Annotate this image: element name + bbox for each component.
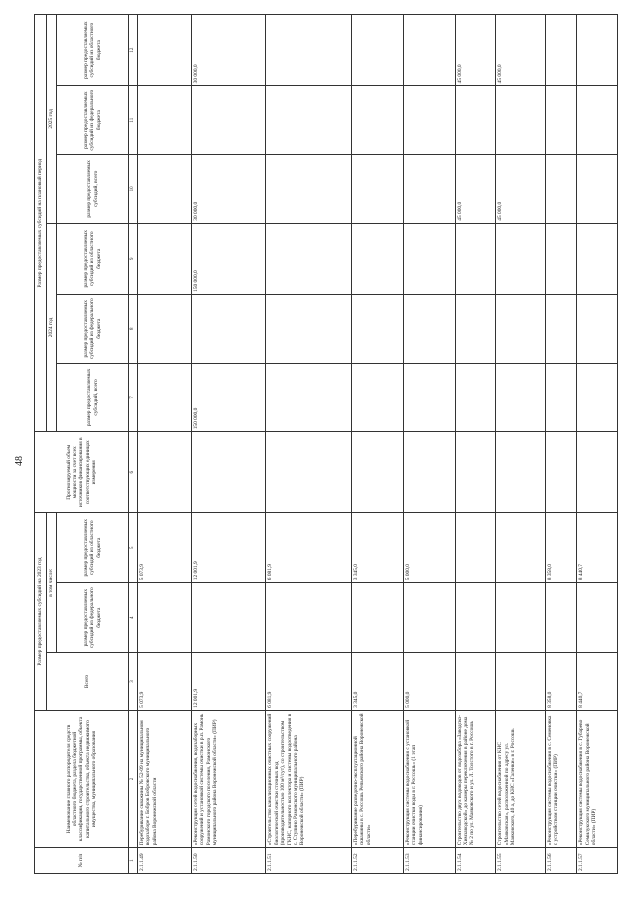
row-value-col12 [403,15,455,86]
row-value-col3: 5 073,9 [138,653,192,711]
row-value-col5: 8 358,0 [545,513,577,583]
row-value-col6 [496,432,546,513]
row-value-col12 [577,15,618,86]
colnum-5: 5 [129,513,138,583]
row-value-col11 [138,86,192,155]
row-name: «Реконструкция системы водоснабжения в с. Семеновка с устройством станции очистки» (ПИР) [545,710,577,847]
header-name: Наименование главного распорядителя средств областного бюджета, раздела бюджетной классификации, государственной программы, объекта капитального строительства, объекта недвижимого имущества, муниципального образования [35,710,129,847]
row-value-col6 [455,432,496,513]
row-value-col8 [192,294,266,363]
row-value-col11 [192,86,266,155]
colnum-4: 4 [129,583,138,653]
header-c12: размер предоставляемых субсидий из областного бюджета [57,15,129,86]
row-value-col6 [352,432,404,513]
row-value-col11 [266,86,352,155]
row-value-col5: 6 081,9 [266,513,352,583]
row-value-col3: 6 081,9 [266,653,352,711]
colnum-1: 1 [129,848,138,874]
row-value-col12: 45 000,0 [455,15,496,86]
row-value-col7 [352,363,404,432]
row-name: «Перебуривание разведочно-эксплуатационной скважины в с. Россошь Репьевского района Воронежской области» [352,710,404,847]
row-value-col7 [403,363,455,432]
row-value-col4 [266,583,352,653]
colnum-6: 6 [129,432,138,513]
header-including: в том числе: [47,513,57,653]
row-value-col4 [545,583,577,653]
row-value-col3: 3 345,0 [352,653,404,711]
row-value-col7 [545,363,577,432]
row-value-col10: 30 000,0 [192,155,266,224]
row-value-col10: 45 000,0 [496,155,546,224]
row-value-col10 [138,155,192,224]
row-number: 2.1.1.51 [266,848,352,874]
row-number: 2.1.1.49 [138,848,192,874]
colnum-10: 10 [129,155,138,224]
row-value-col6 [403,432,455,513]
row-value-col6 [192,432,266,513]
row-value-col9 [352,223,404,294]
header-year-2024: 2024 год [47,223,57,432]
row-value-col8 [545,294,577,363]
header-c9: размер предоставляемых субсидий из областного бюджета [57,223,129,294]
colnum-12: 12 [129,15,138,86]
row-value-col12: 45 000,0 [496,15,546,86]
row-value-col3 [455,653,496,711]
row-value-col7 [496,363,546,432]
header-planned: Прогнозируемый объем мощности за счет всех источников финансирования в соответствующих единицах измерения [35,432,129,513]
row-value-col9 [266,223,352,294]
row-value-col4 [455,583,496,653]
row-value-col9 [455,223,496,294]
table-row [403,15,455,874]
table-row [138,15,192,874]
row-value-col3: 5 000,0 [403,653,455,711]
header-group-period: Размер предоставляемых субсидий на плановый период [35,15,47,432]
row-value-col12 [138,15,192,86]
row-value-col9: 150 000,0 [192,223,266,294]
row-value-col3: 8 358,0 [545,653,577,711]
header-num: № п/п [35,848,129,874]
row-value-col10 [545,155,577,224]
row-number: 2.1.1.55 [496,848,546,874]
row-value-col11 [577,86,618,155]
colnum-9: 9 [129,223,138,294]
row-value-col5: 12 001,9 [192,513,266,583]
row-value-col10: 45 000,0 [455,155,496,224]
colnum-8: 8 [129,294,138,363]
row-value-col6 [266,432,352,513]
row-value-col6 [138,432,192,513]
header-total: Всего [47,653,129,711]
row-value-col12: 30 000,0 [192,15,266,86]
row-value-col10 [266,155,352,224]
row-name: Строительство сетей водоснабжения от КНС «Маяковская», расположенной по адресу ул. Маяковского, 40 а, до КНС «Галенки» в г. Россошь [496,710,546,847]
row-name: «Реконструкция сетей водоснабжения, водозаборных сооружений и установкой системы очистки в р.п. Рамонь Рамонского городского поселения, Рамонского муниципального района Воронежской области» (ПИР) [192,710,266,847]
row-value-col11 [496,86,546,155]
row-number: 2.1.1.54 [455,848,496,874]
subsidies-table [34,14,618,874]
row-value-col3: 12 001,9 [192,653,266,711]
row-number: 2.1.1.57 [577,848,618,874]
header-c11: размер предоставляемых субсидий из федерального бюджета [57,86,129,155]
header-year-2025: 2025 год [47,15,57,224]
row-value-col9 [545,223,577,294]
row-value-col9 [577,223,618,294]
header-c10: размер предоставляемых субсидий, всего [57,155,129,224]
row-value-col5 [496,513,546,583]
row-value-col8 [266,294,352,363]
row-value-col4 [192,583,266,653]
colnum-3: 3 [129,653,138,711]
row-value-col11 [352,86,404,155]
row-value-col8 [455,294,496,363]
row-number: 2.1.1.56 [545,848,577,874]
colnum-2: 2 [129,710,138,847]
row-value-col12 [352,15,404,86]
row-value-col5: 5 073,9 [138,513,192,583]
row-name: «Строительство канализационных очистных сооружений биологической очистки сточных вод (производительностью 100 м³/сут), со строительством ГКНС, напорного коллектора и системы водоотведения в с. Ступино Рамонского муниципального района Воронежской области» (ПИР) [266,710,352,847]
row-name: Перебуривание скважины № 52-09 на муниципальном водозаборе г. Бобров Бобровского муниципального района Воронежской области [138,710,192,847]
row-number: 2.1.1.52 [352,848,404,874]
table-row [266,15,352,874]
row-value-col8 [403,294,455,363]
row-name: «Реконструкция системы водоснабжения в с. Губарево Семилукского муниципального района Воронежской области» (ПИР) [577,710,618,847]
row-name: Строительство двух водоводов от водозабора «Заводско-Химзаводской» до камеры переключения в районе дома № 2 по ул. Маяковского и ул. Л. Толстого в г. Россошь [455,710,496,847]
row-value-col8 [138,294,192,363]
row-value-col11 [455,86,496,155]
header-group-2023: Размер предоставляемых субсидий на 2023 год [35,513,47,711]
colnum-11: 11 [129,86,138,155]
row-value-col11 [403,86,455,155]
row-value-col3 [496,653,546,711]
page-number: 48 [14,456,25,466]
row-value-col7 [455,363,496,432]
table-row [577,15,618,874]
row-value-col8 [352,294,404,363]
row-value-col4 [138,583,192,653]
row-value-col11 [545,86,577,155]
row-value-col9 [496,223,546,294]
row-value-col5: 8 440,7 [577,513,618,583]
row-value-col8 [577,294,618,363]
table-row [496,15,546,874]
row-value-col5: 5 000,0 [403,513,455,583]
colnum-7: 7 [129,363,138,432]
table-row [545,15,577,874]
row-value-col4 [496,583,546,653]
row-value-col7 [138,363,192,432]
row-name: «Реконструкция системы водоснабжения с установкой станции очистки воды в г. Россошь» (1 этап финансирования) [403,710,455,847]
table-row [455,15,496,874]
header-c4: размер предоставляемых субсидий из федерального бюджета [57,583,129,653]
row-value-col12 [545,15,577,86]
row-value-col10 [352,155,404,224]
row-value-col10 [403,155,455,224]
row-value-col3: 8 440,7 [577,653,618,711]
header-c7: размер предоставляемых субсидий, всего [57,363,129,432]
row-value-col12 [266,15,352,86]
row-value-col6 [577,432,618,513]
table-row [192,15,266,874]
row-value-col9 [403,223,455,294]
row-value-col7 [266,363,352,432]
row-value-col9 [138,223,192,294]
row-value-col8 [496,294,546,363]
row-value-col5: 3 345,0 [352,513,404,583]
row-value-col5 [455,513,496,583]
row-value-col7 [577,363,618,432]
row-value-col6 [545,432,577,513]
row-value-col4 [577,583,618,653]
header-c8: размер предоставляемых субсидий из федерального бюджета [57,294,129,363]
row-value-col4 [352,583,404,653]
table-row [352,15,404,874]
header-c5: размер предоставляемых субсидий из областного бюджета [57,513,129,583]
row-value-col7: 150 000,0 [192,363,266,432]
row-value-col4 [403,583,455,653]
row-value-col10 [577,155,618,224]
row-number: 2.1.1.50 [192,848,266,874]
row-number: 2.1.1.53 [403,848,455,874]
